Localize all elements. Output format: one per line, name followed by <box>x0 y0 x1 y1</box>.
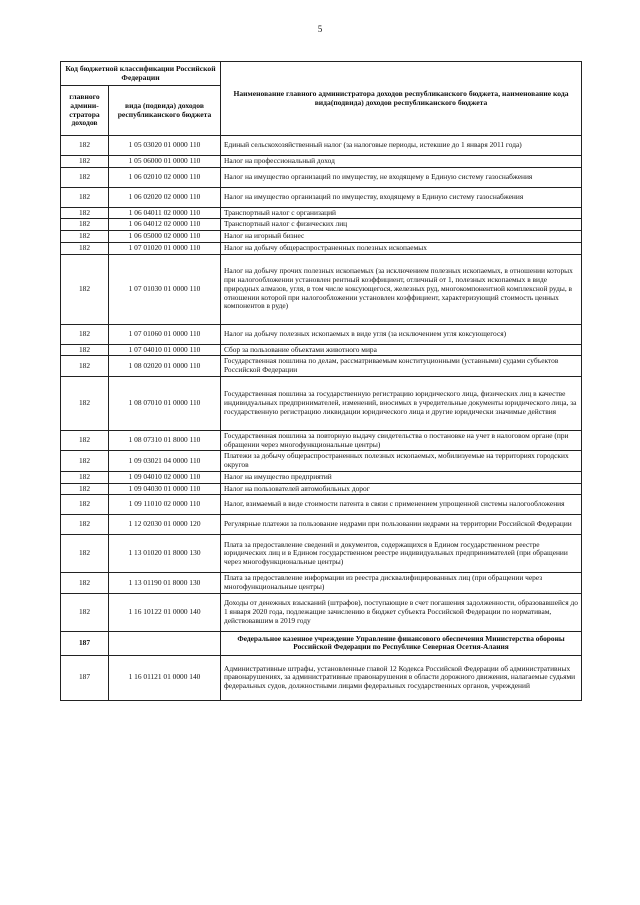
income-code-cell: 1 07 01020 01 0000 110 <box>109 242 221 254</box>
income-code-cell: 1 09 04030 01 0000 110 <box>109 483 221 495</box>
table-row <box>61 187 582 207</box>
income-name-cell: Транспортный налог с организаций <box>221 207 582 219</box>
table-row <box>61 573 582 593</box>
admin-code-cell: 182 <box>61 495 109 515</box>
income-code-cell: 1 05 06000 01 0000 110 <box>109 156 221 168</box>
header-name-column: Наименование главного администратора доходов республиканского бюджета, наименование кода вида(подвида) доходов республиканского бюджета <box>221 62 582 136</box>
income-code-cell: 1 08 07310 01 8000 110 <box>109 430 221 450</box>
income-code-cell: 1 06 04012 02 0000 110 <box>109 219 221 231</box>
admin-code-cell: 182 <box>61 254 109 324</box>
income-code-cell: 1 16 10122 01 0000 140 <box>109 593 221 631</box>
table-row <box>61 324 582 344</box>
admin-code-cell: 187 <box>61 655 109 700</box>
table-body <box>61 136 582 701</box>
table-row <box>61 156 582 168</box>
income-name-cell: Налог на добычу прочих полезных ископаемых (за исключением полезных ископаемых, в отношении которых при налогообложении установлен рентный коэффициент, отличный от 1, полезных ископаемых в виде природных алмазов, угля, в том числе коксующегося, железных руд, многокомпонентной комплексной руды, в отношении которой при налогообложении установлен коэффициент, характеризующий стоимость ценных компонентов в руде) <box>221 254 582 324</box>
admin-code-cell: 182 <box>61 324 109 344</box>
income-name-cell: Единый сельскохозяйственный налог (за налоговые периоды, истекшие до 1 января 2011 года) <box>221 136 582 156</box>
table-row <box>61 535 582 573</box>
admin-code-cell: 182 <box>61 356 109 376</box>
admin-code-cell: 182 <box>61 430 109 450</box>
table-row <box>61 231 582 243</box>
income-code-cell: 1 06 02010 02 0000 110 <box>109 167 221 187</box>
table-row <box>61 471 582 483</box>
admin-code-cell: 182 <box>61 219 109 231</box>
header-code-column: вида (подвида) доходов республиканского бюджета <box>109 86 221 136</box>
income-name-cell: Плата за предоставление информации из реестра дисквалифицированных лиц (при обращении через многофункциональные центры) <box>221 573 582 593</box>
table-row <box>61 593 582 631</box>
income-name-cell: Налог на имущество организаций по имуществу, входящему в Единую систему газоснабжения <box>221 187 582 207</box>
income-name-cell: Административные штрафы, установленные главой 12 Кодекса Российской Федерации об административных правонарушениях, за административные правонарушения в области дорожного движения, налагаемые судьями федеральных судов, должностными лицами федеральных государственных органов, учреждений <box>221 655 582 700</box>
table-row <box>61 219 582 231</box>
admin-code-cell: 182 <box>61 167 109 187</box>
income-name-cell: Платежи за добычу общераспространенных полезных ископаемых, мобилизуемые на территориях городских округов <box>221 451 582 471</box>
admin-code-cell: 182 <box>61 344 109 356</box>
header-budget-classification: Код бюджетной классификации Российской Федерации <box>61 62 221 86</box>
income-name-cell: Регулярные платежи за пользование недрами при пользовании недрами на территории Российской Федерации <box>221 515 582 535</box>
admin-code-cell: 182 <box>61 207 109 219</box>
income-code-cell: 1 07 04010 01 0000 110 <box>109 344 221 356</box>
table-row <box>61 495 582 515</box>
admin-code-cell: 182 <box>61 187 109 207</box>
table-row <box>61 136 582 156</box>
income-code-cell: 1 16 01121 01 0000 140 <box>109 655 221 700</box>
income-name-cell: Налог на добычу общераспространенных полезных ископаемых <box>221 242 582 254</box>
income-name-cell: Налог на профессиональный доход <box>221 156 582 168</box>
table-row <box>61 254 582 324</box>
income-name-cell: Налог, взимаемый в виде стоимости патента в связи с применением упрощенной системы налогообложения <box>221 495 582 515</box>
income-name-cell: Налог на игорный бизнес <box>221 231 582 243</box>
table-row <box>61 430 582 450</box>
table-row <box>61 631 582 655</box>
admin-code-cell: 182 <box>61 451 109 471</box>
admin-code-cell: 182 <box>61 515 109 535</box>
income-code-cell: 1 09 04010 02 0000 110 <box>109 471 221 483</box>
page-number: 5 <box>317 24 323 34</box>
income-code-cell: 1 13 01020 01 8000 130 <box>109 535 221 573</box>
admin-code-cell: 182 <box>61 573 109 593</box>
income-code-cell: 1 06 04011 02 0000 110 <box>109 207 221 219</box>
admin-code-cell: 182 <box>61 231 109 243</box>
income-code-cell: 1 13 01190 01 8000 130 <box>109 573 221 593</box>
income-name-cell: Транспортный налог с физических лиц <box>221 219 582 231</box>
income-code-cell: 1 07 01030 01 0000 110 <box>109 254 221 324</box>
income-name-cell: Налог на добычу полезных ископаемых в виде угля (за исключением угля коксующегося) <box>221 324 582 344</box>
admin-code-cell: 182 <box>61 242 109 254</box>
table-row <box>61 167 582 187</box>
income-name-cell: Государственная пошлина за повторную выдачу свидетельства о постановке на учет в налоговом органе (при обращении через многофункциональные центры) <box>221 430 582 450</box>
income-name-cell: Налог на имущество организаций по имуществу, не входящему в Единую систему газоснабжения <box>221 167 582 187</box>
admin-code-cell: 182 <box>61 156 109 168</box>
admin-code-cell: 182 <box>61 376 109 430</box>
admin-code-cell: 182 <box>61 535 109 573</box>
income-code-cell: 1 08 07010 01 0000 110 <box>109 376 221 430</box>
header-admin-column: главного админи-стратора доходов <box>61 86 109 136</box>
table-row <box>61 344 582 356</box>
income-code-cell: 1 05 03020 01 0000 110 <box>109 136 221 156</box>
admin-code-cell: 182 <box>61 483 109 495</box>
table-row <box>61 356 582 376</box>
table-row <box>61 483 582 495</box>
income-code-cell <box>109 631 221 655</box>
income-code-cell: 1 12 02030 01 0000 120 <box>109 515 221 535</box>
admin-code-cell: 182 <box>61 136 109 156</box>
table-row <box>61 451 582 471</box>
table-row <box>61 376 582 430</box>
income-code-cell: 1 06 02020 02 0000 110 <box>109 187 221 207</box>
income-name-cell: Плата за предоставление сведений и документов, содержащихся в Едином государственном реестре юридических лиц и в Едином государственном реестре индивидуальных предпринимателей (при обращении через многофункциональные центры) <box>221 535 582 573</box>
income-name-cell: Налог на пользователей автомобильных дорог <box>221 483 582 495</box>
admin-code-cell: 187 <box>61 631 109 655</box>
income-name-cell: Сбор за пользование объектами животного мира <box>221 344 582 356</box>
income-code-cell: 1 09 03021 04 0000 110 <box>109 451 221 471</box>
income-code-cell: 1 07 01060 01 0000 110 <box>109 324 221 344</box>
table-row <box>61 655 582 700</box>
admin-code-cell: 182 <box>61 471 109 483</box>
income-code-cell: 1 09 11010 02 0000 110 <box>109 495 221 515</box>
table-row <box>61 207 582 219</box>
table-row <box>61 242 582 254</box>
table-row <box>61 515 582 535</box>
budget-classification-table <box>60 61 582 701</box>
income-code-cell: 1 06 05000 02 0000 110 <box>109 231 221 243</box>
income-name-cell: Федеральное казенное учреждение Управление финансового обеспечения Министерства обороны Российской Федерации по Республике Северная Осетия-Алания <box>221 631 582 655</box>
income-name-cell: Налог на имущество предприятий <box>221 471 582 483</box>
income-code-cell: 1 08 02020 01 0000 110 <box>109 356 221 376</box>
income-name-cell: Государственная пошлина за государственную регистрацию юридического лица, физических лиц в качестве индивидуальных предпринимателей, изменений, вносимых в учредительные документы юридического лица, за государственную регистрацию ликвидации юридического лица и другие юридически значимые действия <box>221 376 582 430</box>
admin-code-cell: 182 <box>61 593 109 631</box>
income-name-cell: Государственная пошлина по делам, рассматриваемым конституционными (уставными) судами субъектов Российской Федерации <box>221 356 582 376</box>
income-name-cell: Доходы от денежных взысканий (штрафов), поступающие в счет погашения задолженности, образовавшейся до 1 января 2020 года, подлежащие зачислению в бюджет субъекта Российской Федерации по нормативам, действовавшим в 2019 году <box>221 593 582 631</box>
